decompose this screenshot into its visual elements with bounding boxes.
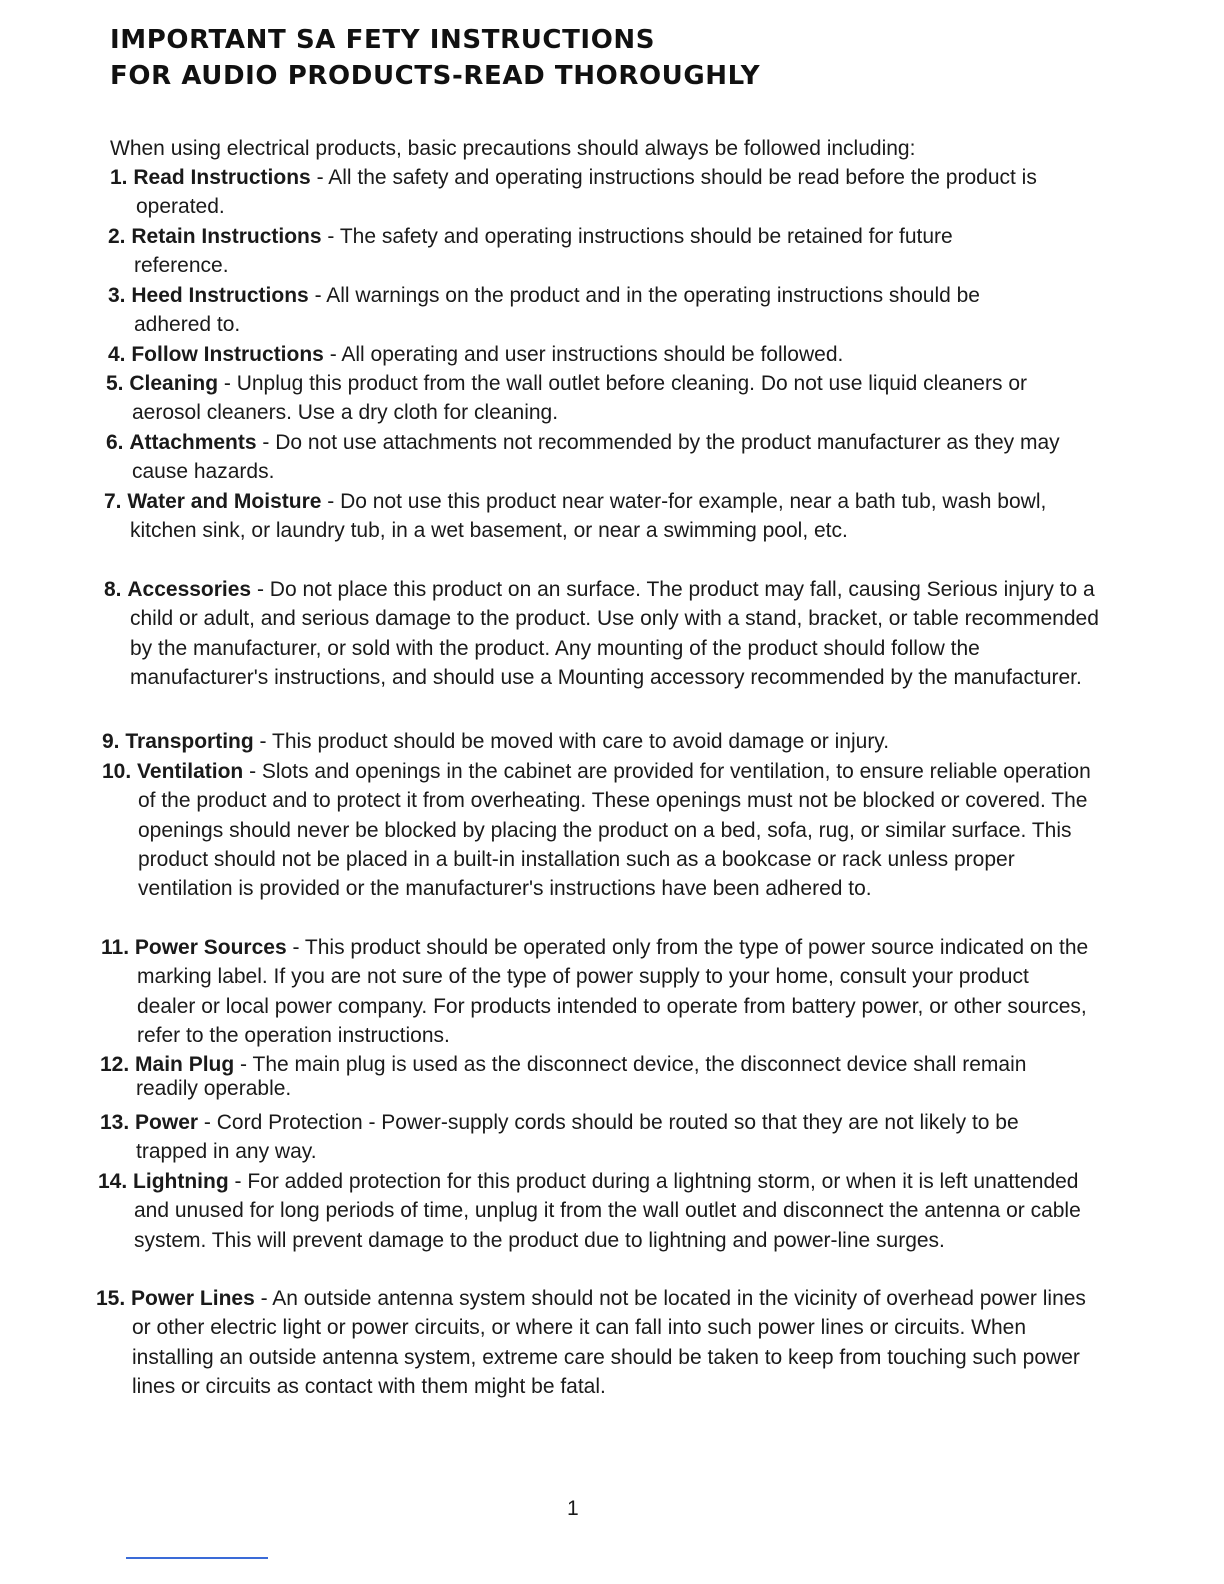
intro-paragraph: When using electrical products, basic precautions should always be followed including: — [110, 137, 916, 160]
item-heading: Heed Instructions — [131, 284, 309, 307]
item-heading: Cleaning — [129, 372, 219, 395]
item-heading: Water and Moisture — [127, 490, 322, 513]
item-text: - Do not use attachments not recommended by the product manufacturer as they may cause hazards. — [132, 431, 1060, 484]
list-item — [104, 487, 1094, 546]
item-number: 12. — [100, 1053, 130, 1076]
item-text: - Slots and openings in the cabinet are provided for ventilation, to ensure reliable operation of the product and to protect it from overheating. These openings must not be blocked or covered. The openings should never be blocked by placing the product on a bed, sofa, rug, or similar surface. This product should not be placed in a built-in installation such as a bookcase or rack unless proper ventilation is provided or the manufacturer's instructions have been adhered to. — [138, 760, 1091, 901]
list-item — [108, 222, 1053, 281]
item-number: 11. — [101, 936, 130, 959]
item-text: - Do not place this product on an surface. The product may fall, causing Serious injury to a child or adult, and serious damage to the product. Use only with a stand, bracket, or table recommended by the manufacturer, or sold with the product. Any mounting of the product should follow the manufacturer's instructions, and should use a Mounting accessory recommended by the manufacturer. — [130, 578, 1099, 689]
list-item — [100, 1108, 1085, 1167]
item-number: 15. — [96, 1287, 126, 1310]
item-text: - Unplug this product from the wall outlet before cleaning. Do not use liquid cleaners or aerosol cleaners. Use a dry cloth for cleaning. — [132, 372, 1027, 425]
item-heading: Transporting — [125, 730, 254, 753]
item-heading: Main Plug — [135, 1053, 235, 1076]
item-number: 14. — [98, 1170, 128, 1193]
item-number: 5. — [106, 372, 124, 395]
item-number: 1. — [110, 166, 128, 189]
item-heading: Power Sources — [134, 936, 287, 959]
list-item — [108, 340, 1108, 369]
title-line-1: IMPORTANT SA FETY INSTRUCTIONS — [110, 25, 656, 55]
item-heading: Retain Instructions — [131, 225, 322, 248]
item-text: - An outside antenna system should not be located in the vicinity of overhead power lines or other electric light or power circuits, or where it can fall into such power lines or circuits. When installing an outside antenna system, extreme care should be taken to keep from touching such power lines or circuits as contact with them might be fatal. — [132, 1287, 1086, 1398]
item-number: 7. — [104, 490, 122, 513]
item-number: 4. — [108, 343, 126, 366]
item-text: - All warnings on the product and in the operating instructions should be adhered to. — [134, 284, 980, 337]
item-heading: Power Lines — [131, 1287, 255, 1310]
footer-rule — [126, 1557, 268, 1559]
page-title — [110, 22, 760, 94]
item-text: - Cord Protection - Power-supply cords should be routed so that they are not likely to be trapped in any way. — [136, 1111, 1019, 1164]
list-item — [110, 163, 1100, 222]
list-item — [100, 1053, 1075, 1101]
title-line-2: FOR AUDIO PRODUCTS-READ THOROUGHLY — [110, 61, 761, 91]
item-number: 13. — [100, 1111, 130, 1134]
item-number: 9. — [102, 730, 120, 753]
item-heading: Lightning — [133, 1170, 229, 1193]
list-item — [98, 1167, 1088, 1255]
item-text: - All the safety and operating instructions should be read before the product is operated. — [136, 166, 1037, 219]
item-text: - Do not use this product near water-for example, near a bath tub, wash bowl, kitchen sink, or laundry tub, in a wet basement, or near a swimming pool, etc. — [130, 490, 1047, 543]
item-heading: Accessories — [127, 578, 252, 601]
item-text: - The main plug is used as the disconnect device, the disconnect device shall remain readily operable. — [136, 1053, 1027, 1100]
item-heading: Attachments — [129, 431, 257, 454]
item-number: 6. — [106, 431, 124, 454]
page-number: 1 — [567, 1497, 579, 1520]
item-text: - This product should be moved with care to avoid damage or injury. — [253, 730, 890, 753]
item-number: 8. — [104, 578, 122, 601]
item-heading: Ventilation — [137, 760, 244, 783]
item-number: 2. — [108, 225, 126, 248]
list-item — [96, 1284, 1086, 1401]
item-heading: Read Instructions — [133, 166, 311, 189]
item-text: - For added protection for this product during a lightning storm, or when it is left unattended and unused for long periods of time, unplug it from the wall outlet and disconnect the antenna or cable system. This will prevent damage to the product due to lightning and power-line surges. — [134, 1170, 1081, 1252]
list-item — [101, 933, 1091, 1050]
item-text: - This product should be operated only from the type of power source indicated on the marking label. If you are not sure of the type of power supply to your home, consult your product dealer or local power company. For products intended to operate from battery power, or other sources, refer to the operation instructions. — [137, 936, 1089, 1047]
list-item — [106, 428, 1101, 487]
item-heading: Follow Instructions — [131, 343, 324, 366]
item-heading: Power — [135, 1111, 199, 1134]
list-item — [102, 727, 1107, 756]
item-number: 3. — [108, 284, 126, 307]
list-item — [106, 369, 1096, 428]
list-item — [108, 281, 1038, 340]
list-item — [102, 757, 1097, 903]
list-item — [104, 575, 1099, 692]
item-text: - The safety and operating instructions should be retained for future reference. — [134, 225, 953, 278]
item-text: - All operating and user instructions should be followed. — [323, 343, 844, 366]
item-number: 10. — [102, 760, 132, 783]
